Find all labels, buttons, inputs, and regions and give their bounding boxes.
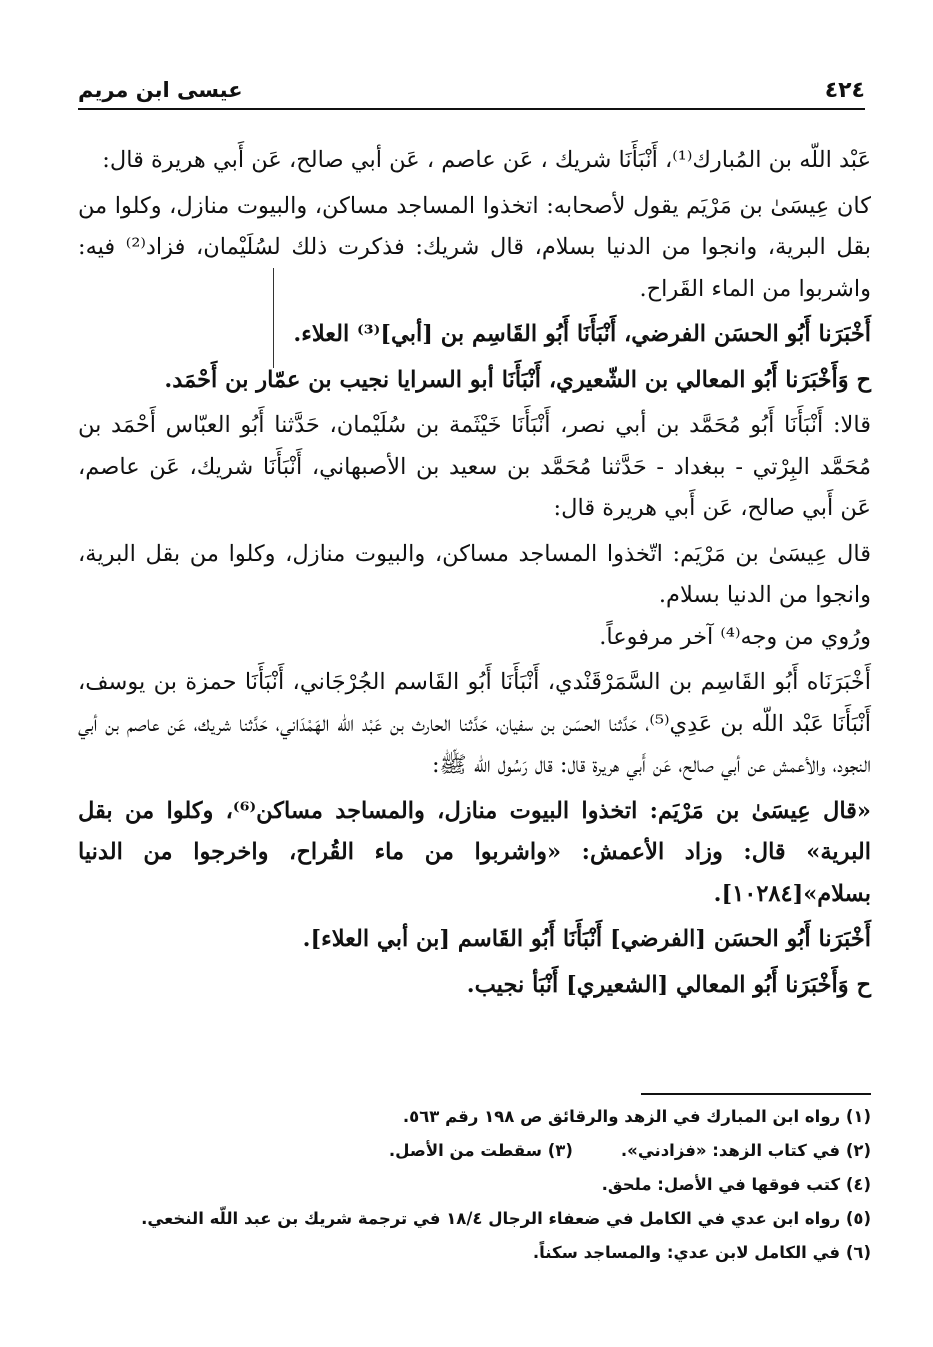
footnote: (١) رواه ابن المبارك في الزهد والرقائق ص ١٩٨ رقم ٥٦٣. <box>402 1107 871 1126</box>
isnad-paragraph: أَخْبَرَنا أَبُو الحسَن الفرضي، أَنْبَأَنَا أَبُو القَاسِم بن [أبي]⁽³⁾ العلاء. <box>293 321 871 347</box>
paragraph: قالا: أَنْبَأَنَا أَبُو مُحَمَّد بن أبي نصر، أَنْبَأَنَا خَيْثَمة بن سُلَيْمان، حَدَّثنا أَبُو العبّاس أَحْمَد بن مُحَمَّد البِرْتي - ببغداد - حَدَّثنا مُحَمَّد بن سعيد بن الأصبهاني، أَنْبَأَنَا شريك، عَن عاصم، عَن أَبي صالح، عَن أَبي هريرة قال: <box>78 412 871 521</box>
footnote: (٦) في الكامل لابن عدي: والمساجد سكناً. <box>532 1243 871 1262</box>
running-title: عيسى ابن مريم <box>78 78 243 102</box>
paragraph: عَبْد اللّه بن المُبارك⁽¹⁾، أَنْبَأَنَا شريك ، عَن عاصم ، عَن أبي صالح، عَن أَبي هريرة قال: <box>102 147 871 173</box>
paragraph: قال عِيسَىٰ بن مَرْيَم: اتّخذوا المساجد مساكن، والبيوت منازل، وكلوا من بقل البرية، وانجوا من الدنيا بسلام. <box>78 540 871 608</box>
paragraph: كان عِيسَىٰ بن مَرْيَم يقول لأصحابه: اتخذوا المساجد مساكن، والبيوت منازل، وكلوا من بقل البرية، وانجوا من الدنيا بسلام، قال شريك: فذكرت ذلك لسُلَيْمان، فزاد⁽²⁾ فيه: واشربوا من الماء القَراح. <box>78 192 872 302</box>
paragraph: أَخْبَرَنَاه أَبُو القَاسِم بن السَّمَرْقَنْدي، أَنْبَأَنَا أَبُو القَاسم الجُرْجَاني، أَنْبَأَنَا حمزة بن يوسف، أَنْبَأَنَا عَبْد اللّه بن عَدِي⁽⁵⁾، حَدَّثنا الحسَن بن سفيان، حَدَّثنا الحارث بن عَبْد اللّه الهَمْدَاني، حَدَّثنا شريك، عَن عاصم بن أبي النجود، والأعمش عن أبي صالح، عَن أَبي هريرة قال: قال رَسُول اللّه ﷺ: <box>78 669 871 778</box>
footnote: (٢) في كتاب الزهد: «فزادني». <box>620 1141 871 1160</box>
isnad-paragraph: ح وَأَخْبَرَنا أَبُو المعالي [الشعيري] أَنْبَأ نجيب. <box>466 971 871 998</box>
page-number: ٤٢٤ <box>824 78 865 103</box>
footnote: (٥) رواه ابن عدي في الكامل في ضعفاء الرجال ١٨/٤ في ترجمة شريك بن عبد اللّه النخعي. <box>141 1209 871 1228</box>
paragraph: ورُوي من وجه⁽⁴⁾ آخر مرفوعاً. <box>599 623 871 650</box>
footnote: (٤) كتب فوقها في الأصل: ملحق. <box>601 1175 871 1194</box>
footnotes <box>78 1100 871 1270</box>
footnote-separator <box>641 1093 871 1095</box>
isnad-paragraph: أَخْبَرَنا أَبُو الحسَن [الفرضي] أَنْبَأَنَا أَبُو القَاسم [بن أبي العلاء]. <box>302 926 871 952</box>
hadith-paragraph: «قال عِيسَىٰ بن مَرْيَم: اتخذوا البيوت منازل، والمساجد مساكن⁽⁶⁾، وكلوا من بقل البرية» قال: وزاد الأعمش: «واشربوا من ماء القُراح، واخرجوا من الدنيا بسلام»[١٠٢٨٤]. <box>78 797 871 907</box>
footnote-row <box>78 1134 871 1168</box>
running-header <box>78 78 865 110</box>
isnad-paragraph: ح وَأَخْبَرَنا أَبُو المعالي بن الشّعيري، أَنْبَأَنَا أبو السرايا نجيب بن عمّار بن أَحْمَد. <box>164 366 871 393</box>
footnote: (٣) سقطت من الأصل. <box>388 1141 573 1160</box>
main-text <box>78 140 871 1006</box>
